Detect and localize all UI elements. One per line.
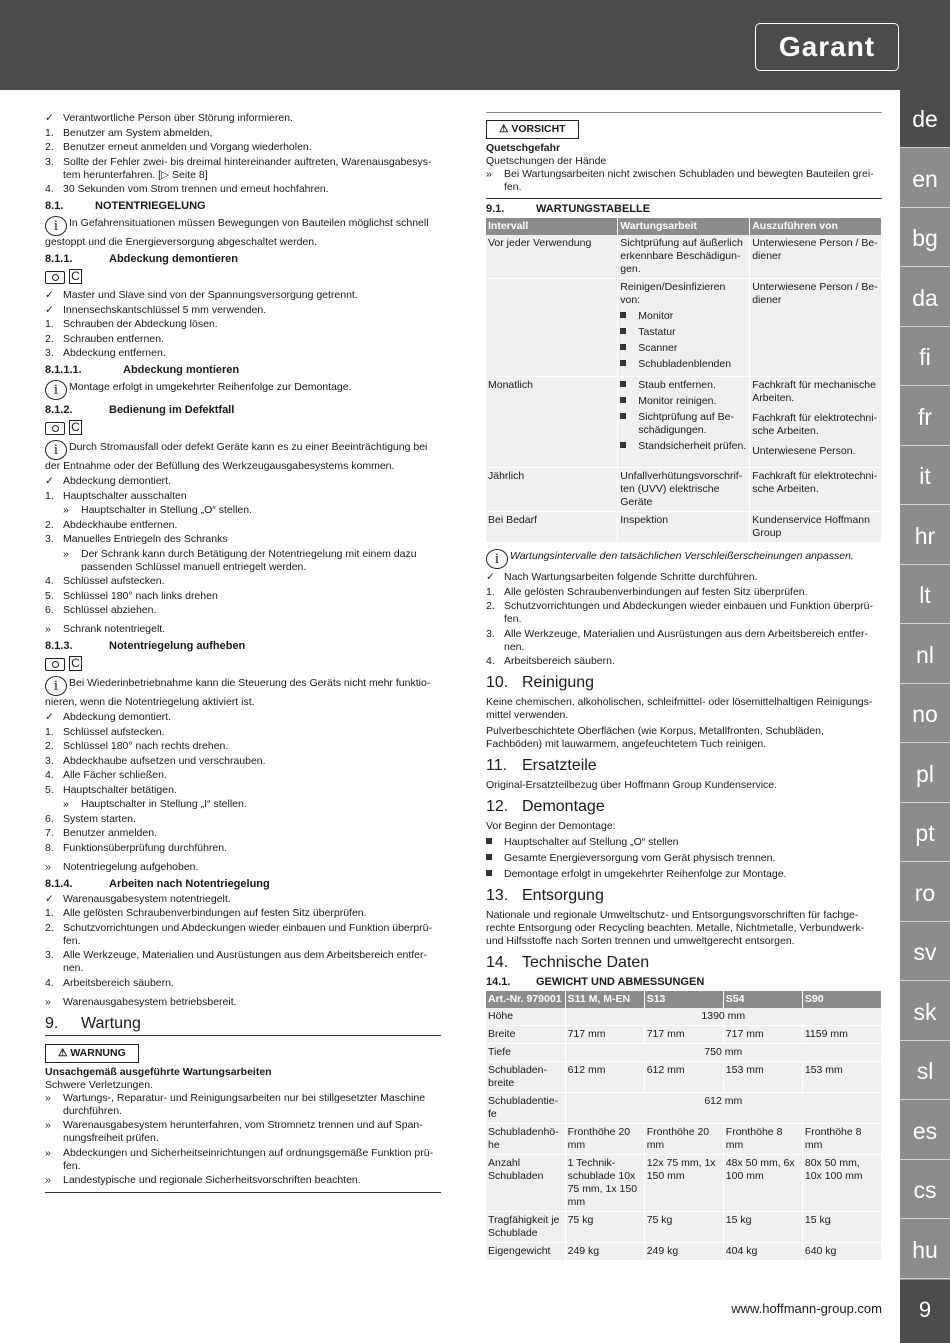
table-cell: 640 kg [802,1243,881,1261]
table-cell: 249 kg [565,1243,644,1261]
bullet-item: Demontage erfolgt in umgekehrter Reihenfolge zur Montage. [486,868,882,881]
step-item [45,590,441,603]
camera-icon [45,658,65,671]
step-text: Abdeckungen und Sicherheitseinrichtungen auf ordnungsgemäße Funktion prüfen. [63,1146,434,1172]
camera-icon [45,271,65,284]
step-text: System starten. [63,812,136,825]
table-cell: 612 mm [644,1062,723,1093]
table-row [486,1062,882,1093]
table-cell: 153 mm [802,1062,881,1093]
step-text: Schutzvorrichtungen und Abdeckungen wieder einbauen und Funktion überprüfen. [504,600,873,625]
info-note: i In Gefahrensituationen müssen Bewegungen von Bauteilen möglichst schnell gestoppt und die Energieversorgung abgeschaltet werden. [45,217,429,248]
table-cell: 75 kg [644,1212,723,1243]
step-text: Wartungs-, Reparatur- und Reinigungsarbeiten nur bei stillgesetzter Maschine durchführen. [63,1091,426,1117]
warning-triangle-icon: ⚠ [58,1046,71,1059]
lang-tab-en[interactable]: en [900,150,950,208]
step-marker: ✓ [45,892,54,905]
table-cell: Fronthöhe 20 mm [565,1124,644,1155]
step-item [45,533,441,546]
section-8-1-1-1-heading: 8.1.1.1. Abdeckung montieren [45,364,240,376]
table-row [486,235,882,279]
table-cell: 1159 mm [802,1026,881,1044]
step-item [45,333,441,346]
result-line: » Warenausgabesystem betriebsbereit. [45,995,237,1008]
step-item [45,183,441,196]
lang-tab-lt[interactable]: lt [900,566,950,624]
step-item [45,156,441,182]
step-item [45,922,441,948]
table-row [486,279,882,377]
table-cell: Vor jeder Verwendung [486,235,618,279]
garant-logo: Garant [755,23,899,71]
step-text: Schutzvorrichtungen und Abdeckungen wieder einbauen und Funktion überprüfen. [63,921,432,947]
list-item: Monitor reinigen. [620,395,747,408]
step-item [45,1174,441,1187]
step-text: Schlüssel 180° nach rechts drehen. [63,740,229,752]
table-row [486,1044,882,1062]
table-cell: Fronthöhe 8 mm [723,1124,802,1155]
step-item [486,655,882,668]
step-text: Hauptschalter ausschalten [63,489,187,502]
step-marker: » [45,1146,51,1159]
step-text: Arbeitsbereich säubern. [63,976,174,989]
section-9-heading: 9. Wartung [45,1015,441,1036]
table-cell: 750 mm [565,1044,881,1062]
step-item [45,711,441,724]
step-marker: 3. [45,347,54,359]
table-cell: 404 kg [723,1243,802,1261]
list-item: Sichtprüfung auf Beschädigungen. [620,411,747,437]
table-row [486,512,882,543]
section-9-1-heading: 9.1. WARTUNGSTABELLE [486,203,651,215]
step-text: Nach Wartungsarbeiten folgende Schritte durchführen. [504,571,758,583]
table-cell: Fronthöhe 8 mm [802,1124,881,1155]
table-cell: Inspektion [618,512,750,543]
tool-icons [45,655,441,673]
step-text: Abdeckung demontiert. [63,475,171,487]
table-cell: Monatlich [486,377,618,468]
lang-tab-bg[interactable]: bg [900,209,950,267]
step-text: Schlüssel abziehen. [63,604,157,616]
caution-title: Quetschgefahr [486,142,561,154]
step-marker: 3. [45,155,54,168]
section-12-heading: 12. Demontage [486,798,605,815]
lang-tab-it[interactable]: it [900,447,950,505]
step-marker: » [63,504,69,516]
step-item [45,784,441,797]
result-line: » Schrank notentriegelt. [45,623,166,635]
step-marker: 2. [486,600,495,612]
list-item: Staub entfernen. [620,379,747,392]
step-marker: 3. [45,533,54,545]
lang-tab-da[interactable]: da [900,269,950,327]
step-text: Schlüssel 180° nach links drehen [63,589,218,602]
table-header: Wartungsarbeit [618,218,750,235]
step-item [45,842,441,855]
step-text: Innensechskantschlüssel 5 mm verwenden. [63,303,267,316]
step-text: Landestypische und regionale Sicherheitsvorschriften beachten. [63,1174,361,1186]
step-item [486,628,882,654]
step-text: Benutzer anmelden. [63,827,157,839]
lang-tab-pl[interactable]: pl [900,745,950,803]
step-marker: 4. [45,769,54,781]
step-marker: 3. [486,627,495,640]
step-item [45,289,441,302]
info-note: i Durch Stromausfall oder defekt Geräte kann es zu einer Beeinträchtigung bei der Entnahme oder der Befüllung des Werkzeugausgabesystems kommen. [45,441,428,472]
step-text: Hauptschalter betätigen. [63,783,177,796]
table-cell: 717 mm [644,1026,723,1044]
step-marker: 4. [45,183,54,195]
step-marker: 4. [45,575,54,587]
step-text: Sollte der Fehler zwei- bis dreimal hintereinander auftreten, Warenausgabesystem herunterfahren. [▷ Seite 8] [63,155,432,181]
step-item [45,907,441,920]
step-marker: 4. [45,976,54,989]
step-text: Benutzer erneut anmelden und Vorgang wiederholen. [63,141,312,153]
table-cell: 12x 75 mm, 1x 150 mm [644,1155,723,1212]
step-item [486,586,882,599]
caution-label: ⚠ VORSICHT [486,120,579,139]
step-marker: 3. [45,754,54,767]
table-cell: 15 kg [802,1212,881,1243]
step-text: Schrauben entfernen. [63,332,164,345]
step-marker: 3. [45,949,54,961]
section-11-heading: 11. Ersatzteile [486,757,597,774]
paragraph: Keine chemischen, alkoholischen, schleifmittel- oder lösemittelhaltigen Reinigungsmittel verwenden. [486,696,873,721]
footer-url[interactable]: www.hoffmann-group.com [731,1301,882,1316]
table-row [486,468,882,512]
step-marker: 2. [45,740,54,752]
lang-tab-fr[interactable]: fr [900,388,950,446]
table-cell: 249 kg [644,1243,723,1261]
step-text: Alle gelösten Schraubenverbindungen auf festen Sitz überprüfen. [63,907,367,919]
step-text: Benutzer am System abmelden, [63,126,213,139]
step-text: Der Schrank kann durch Betätigung der Notentriegelung mit einem dazu passenden Schlüssel manuell entriegelt werden. [81,547,417,573]
step-marker: 1. [45,126,54,139]
table-cell: Fronthöhe 20 mm [644,1124,723,1155]
info-note: i Wartungsintervalle den tatsächlichen Verschleißerscheinungen anpassen. [486,549,882,569]
table-row [486,1008,882,1026]
step-item [45,519,441,532]
paragraph: Original-Ersatzteilbezug über Hoffmann Group Kundenservice. [486,779,778,791]
section-8-1-heading: 8.1. NOTENTRIEGELUNG [45,200,206,212]
step-item [45,755,441,768]
step-text: Verantwortliche Person über Störung informieren. [63,112,293,124]
step-text: Alle Werkzeuge, Materialien und Ausrüstungen aus dem Arbeitsbereich entfernen. [504,627,869,653]
step-marker: 4. [486,655,495,667]
c-icon: C [69,420,82,435]
step-item [45,893,441,906]
step-text: Manuelles Entriegeln des Schranks [63,533,228,545]
step-item [45,1119,441,1145]
step-marker: 1. [45,725,54,738]
step-marker: » [45,1174,51,1186]
table-cell: Schubladenhöhe [486,1124,565,1155]
step-text: Schlüssel aufstecken. [63,575,165,587]
lang-tab-fi[interactable]: fi [900,328,950,386]
table-cell: Fachkraft für mechanische Arbeiten. Fachkraft für elektrotechnische Arbeiten. Unterwiesene Person. [750,377,882,468]
lang-tab-ro[interactable]: ro [900,864,950,922]
step-marker: ✓ [45,475,54,487]
step-item [486,571,882,584]
step-item [45,127,441,140]
table-cell: Unfallverhütungsvorschriften (UVV) elektrische Geräte [618,468,750,512]
step-item [45,1147,441,1173]
info-note: i Bei Wiederinbetriebnahme kann die Steuerung des Geräts nicht mehr funktionieren, wenn die Notentriegelung aktiviert ist. [45,677,431,708]
list-item: Scanner [620,342,747,355]
info-icon: i [45,440,67,460]
table-header: S13 [644,991,723,1008]
table-cell: 612 mm [565,1093,881,1124]
step-item [45,604,441,617]
step-marker: » [63,547,69,560]
step-item [45,490,441,503]
step-marker: ✓ [486,571,495,583]
table-header: Intervall [486,218,618,235]
step-text: 30 Sekunden vom Strom trennen und erneut hochfahren. [63,183,329,195]
step-marker: 8. [45,841,54,854]
bullet-item: Gesamte Energieversorgung vom Gerät physisch trennen. [486,852,882,865]
section-8-1-3-heading: 8.1.3. Notentriegelung aufheben [45,640,246,652]
table-cell: Tragfähigkeit je Schublade [486,1212,565,1243]
table-cell: 612 mm [565,1062,644,1093]
step-item [45,112,441,125]
table-cell: Unterwiesene Person / Bediener [750,235,882,279]
section-10-heading: 10. Reinigung [486,674,595,691]
step-item [486,600,882,626]
step-item [45,347,441,360]
table-header: S11 M, M-EN [565,991,644,1008]
step-item [45,1092,441,1118]
step-marker: ✓ [45,289,54,301]
step-marker: 2. [45,921,54,934]
table-cell: Reinigen/Desinfizieren von: Monitor Tastatur Scanner Schubladenblenden [618,279,750,377]
tool-icons [45,419,441,437]
step-marker: 1. [486,585,495,598]
list-item: Schubladenblenden [620,358,747,371]
step-item [45,769,441,782]
table-row [486,1124,882,1155]
step-item [45,798,441,811]
step-item [45,949,441,975]
table-cell: Unterwiesene Person / Bediener [750,279,882,377]
step-text: Abdeckung entfernen. [63,347,166,359]
section-13-heading: 13. Entsorgung [486,887,604,904]
step-item [45,548,441,574]
table-cell: 717 mm [565,1026,644,1044]
table-header: Auszuführen von [750,218,882,235]
table-cell [618,377,750,468]
right-column [486,112,882,1261]
lang-tab-cs[interactable]: cs [900,1161,950,1219]
info-icon: i [45,676,67,696]
table-row [486,1093,882,1124]
lang-tab-hu[interactable]: hu [900,1221,950,1279]
table-header: S54 [723,991,802,1008]
step-item [45,318,441,331]
step-text: Warenausgabesystem herunterfahren, vom Stromnetz trennen und auf Spannungsfreiheit prüfen. [63,1119,423,1144]
step-marker: 1. [45,907,54,919]
step-item [45,827,441,840]
table-cell: Fachkraft für elektrotechnische Arbeiten. [750,468,882,512]
info-icon: i [45,216,67,236]
step-item [45,504,441,517]
table-cell: Bei Bedarf [486,512,618,543]
maintenance-table [486,218,882,543]
table-cell: Tiefe [486,1044,565,1062]
section-14-1-heading: 14.1. GEWICHT UND ABMESSUNGEN [486,976,705,988]
section-14-heading: 14. Technische Daten [486,954,650,971]
paragraph: Nationale und regionale Umweltschutz- und Entsorgungsvorschriften für fachgerechte Entsorgung oder Recycling beachten. Metalle, Nichtmetalle, Verbundwerk- und Hilfsstoffe nach Sorten trennen und umweltgerecht entsorgen. [486,909,865,947]
table-cell: Kundenservice Hoffmann Group [750,512,882,543]
table-cell: 75 kg [565,1212,644,1243]
step-item [45,813,441,826]
table-cell: Breite [486,1026,565,1044]
info-note: i Montage erfolgt in umgekehrter Reihenfolge zur Demontage. [45,380,441,400]
step-marker: ✓ [45,711,54,723]
table-cell: 80x 50 mm, 10x 100 mm [802,1155,881,1212]
page-number: 9 [900,1280,950,1343]
step-text: Warenausgabesystem notentriegelt. [63,892,231,905]
table-row [486,1212,882,1243]
lang-tab-pt[interactable]: pt [900,804,950,862]
table-cell: 1 Technikschublade 10x 75 mm, 1x 150 mm [565,1155,644,1212]
table-cell: Jährlich [486,468,618,512]
lang-tab-hr[interactable]: hr [900,507,950,565]
warning-label: ⚠ WARNUNG [45,1044,139,1063]
step-marker: 7. [45,827,54,839]
step-marker: 6. [45,604,54,616]
step-text: Schrauben der Abdeckung lösen. [63,318,218,330]
step-item [45,740,441,753]
step-text: Abdeckhaube aufsetzen und verschrauben. [63,754,266,767]
step-marker: 1. [45,489,54,502]
table-cell: 15 kg [723,1212,802,1243]
step-marker: 2. [45,332,54,345]
table-cell: Höhe [486,1008,565,1026]
bullet-item: Hauptschalter auf Stellung „O“ stellen [486,836,882,849]
step-item [45,475,441,488]
camera-icon [45,422,65,435]
step-text: Schlüssel aufstecken. [63,725,165,738]
table-cell: Schubladenbreite [486,1062,565,1093]
step-marker: » [45,1119,51,1131]
c-icon: C [69,269,82,284]
step-text: Master und Slave sind von der Spannungsversorgung getrennt. [63,289,358,301]
step-marker: 1. [45,318,54,330]
step-marker: 5. [45,783,54,796]
list-item: Monitor [620,310,747,323]
step-item [45,141,441,154]
result-line: » Notentriegelung aufgehoben. [45,860,199,873]
step-marker: ✓ [45,112,54,124]
section-8-1-1-heading: 8.1.1. Abdeckung demontieren [45,253,238,265]
step-item [45,726,441,739]
caution-item: » Bei Wartungsarbeiten nicht zwischen Schubladen und bewegten Bauteilen greifen. [486,168,882,199]
table-cell: 48x 50 mm, 6x 100 mm [723,1155,802,1212]
step-item [45,304,441,317]
left-column [45,112,441,1193]
list-item: Tastatur [620,326,747,339]
table-cell: Eigengewicht [486,1243,565,1261]
list-item: Standsicherheit prüfen. [620,440,747,453]
step-text: Hauptschalter in Stellung „O“ stellen. [81,504,252,516]
table-row [486,377,882,468]
step-text: Alle Fächer schließen. [63,769,167,781]
table-cell: 717 mm [723,1026,802,1044]
step-text: Abdeckhaube entfernen. [63,518,178,531]
step-text: Abdeckung demontiert. [63,711,171,723]
section-8-1-2-heading: 8.1.2. Bedienung im Defektfall [45,404,235,416]
dimensions-table [486,991,882,1261]
warning-title: Unsachgemäß ausgeführte Wartungsarbeiten [45,1065,272,1078]
lang-tab-nl[interactable]: nl [900,626,950,684]
table-row [486,1243,882,1261]
caution-subtitle: Quetschungen der Hände [486,155,607,167]
step-text: Arbeitsbereich säubern. [504,655,615,667]
table-cell: 1390 mm [565,1008,881,1026]
step-marker: 2. [45,518,54,531]
table-row [486,1026,882,1044]
table-row [486,1155,882,1212]
paragraph: Vor Beginn der Demontage: [486,820,616,832]
section-8-1-4-heading: 8.1.4. Arbeiten nach Notentriegelung [45,877,270,890]
lang-tab-sk[interactable]: sk [900,983,950,1041]
step-marker: ✓ [45,303,54,316]
table-header: Art.-Nr. 979001 [486,991,565,1008]
step-text: Alle Werkzeuge, Materialien und Ausrüstungen aus dem Arbeitsbereich entfernen. [63,949,428,974]
step-marker: » [63,798,69,810]
lang-tab-es[interactable]: es [900,1102,950,1160]
lang-tab-no[interactable]: no [900,685,950,743]
step-text: Alle gelösten Schraubenverbindungen auf festen Sitz überprüfen. [504,585,808,598]
step-marker: 6. [45,812,54,825]
table-cell: 153 mm [723,1062,802,1093]
paragraph: Pulverbeschichtete Oberflächen (wie Korpus, Metallfronten, Schubläden, Fachböden) mit lauwarmem, angefeuchtetem Tuch reinigen. [486,725,824,750]
warning-subtitle: Schwere Verletzungen. [45,1078,153,1091]
warning-triangle-icon: ⚠ [499,123,512,135]
lang-tab-de[interactable]: de [900,90,950,148]
info-icon: i [45,380,67,400]
lang-tab-sl[interactable]: sl [900,1042,950,1100]
c-icon: C [69,656,82,671]
step-item [45,977,441,990]
step-item [45,575,441,588]
table-cell: Schubladentiefe [486,1093,565,1124]
info-icon: i [486,549,508,569]
table-header: S90 [802,991,881,1008]
table-cell: Sichtprüfung auf äußerlich erkennbare Beschädigungen. [618,235,750,279]
step-marker: » [45,1091,51,1104]
step-marker: 5. [45,589,54,602]
table-cell: Anzahl Schubladen [486,1155,565,1212]
table-cell [486,279,618,377]
step-text: Hauptschalter in Stellung „I“ stellen. [81,798,247,810]
lang-tab-sv[interactable]: sv [900,923,950,981]
step-marker: 2. [45,141,54,153]
step-text: Funktionsüberprüfung durchführen. [63,841,228,854]
tool-icons [45,268,441,286]
